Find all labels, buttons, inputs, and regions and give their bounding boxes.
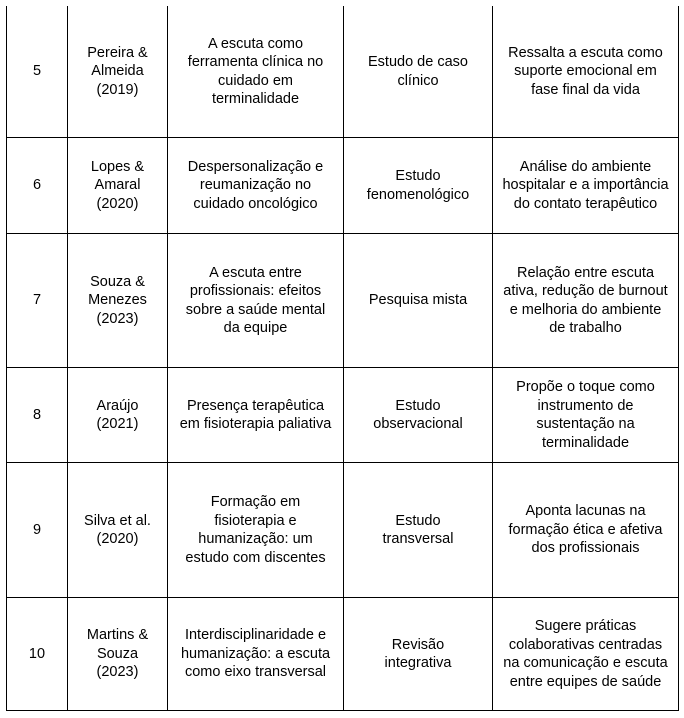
- method-cell: Estudo transversal: [344, 463, 493, 598]
- table-row: [7, 598, 679, 711]
- title-cell: A escuta como ferramenta clínica no cuidado em terminalidade: [168, 6, 344, 138]
- authors-cell: Souza & Menezes (2023): [68, 234, 168, 368]
- table-row: [7, 463, 679, 598]
- method-cell: Estudo fenomenológico: [344, 138, 493, 234]
- method-cell: Estudo observacional: [344, 368, 493, 463]
- authors-cell: Pereira & Almeida (2019): [68, 6, 168, 138]
- table-row: [7, 368, 679, 463]
- finding-cell: Sugere práticas colaborativas centradas na comunicação e escuta entre equipes de saúde: [493, 598, 679, 711]
- method-cell: Pesquisa mista: [344, 234, 493, 368]
- row-number-cell: 9: [7, 463, 68, 598]
- row-number-cell: 6: [7, 138, 68, 234]
- finding-cell: Propõe o toque como instrumento de sustentação na terminalidade: [493, 368, 679, 463]
- row-number-cell: 8: [7, 368, 68, 463]
- finding-cell: Relação entre escuta ativa, redução de burnout e melhoria do ambiente de trabalho: [493, 234, 679, 368]
- finding-cell: Análise do ambiente hospitalar e a importância do contato terapêutico: [493, 138, 679, 234]
- table-row: [7, 138, 679, 234]
- authors-cell: Martins & Souza (2023): [68, 598, 168, 711]
- title-cell: A escuta entre profissionais: efeitos sobre a saúde mental da equipe: [168, 234, 344, 368]
- authors-cell: Araújo (2021): [68, 368, 168, 463]
- method-cell: Estudo de caso clínico: [344, 6, 493, 138]
- finding-cell: Aponta lacunas na formação ética e afetiva dos profissionais: [493, 463, 679, 598]
- literature-review-table: [6, 6, 679, 711]
- title-cell: Despersonalização e reumanização no cuidado oncológico: [168, 138, 344, 234]
- authors-cell: Silva et al. (2020): [68, 463, 168, 598]
- method-cell: Revisão integrativa: [344, 598, 493, 711]
- table-row: [7, 234, 679, 368]
- table-row: [7, 6, 679, 138]
- finding-cell: Ressalta a escuta como suporte emocional em fase final da vida: [493, 6, 679, 138]
- title-cell: Interdisciplinaridade e humanização: a escuta como eixo transversal: [168, 598, 344, 711]
- title-cell: Presença terapêutica em fisioterapia paliativa: [168, 368, 344, 463]
- authors-cell: Lopes & Amaral (2020): [68, 138, 168, 234]
- title-cell: Formação em fisioterapia e humanização: um estudo com discentes: [168, 463, 344, 598]
- row-number-cell: 5: [7, 6, 68, 138]
- row-number-cell: 10: [7, 598, 68, 711]
- row-number-cell: 7: [7, 234, 68, 368]
